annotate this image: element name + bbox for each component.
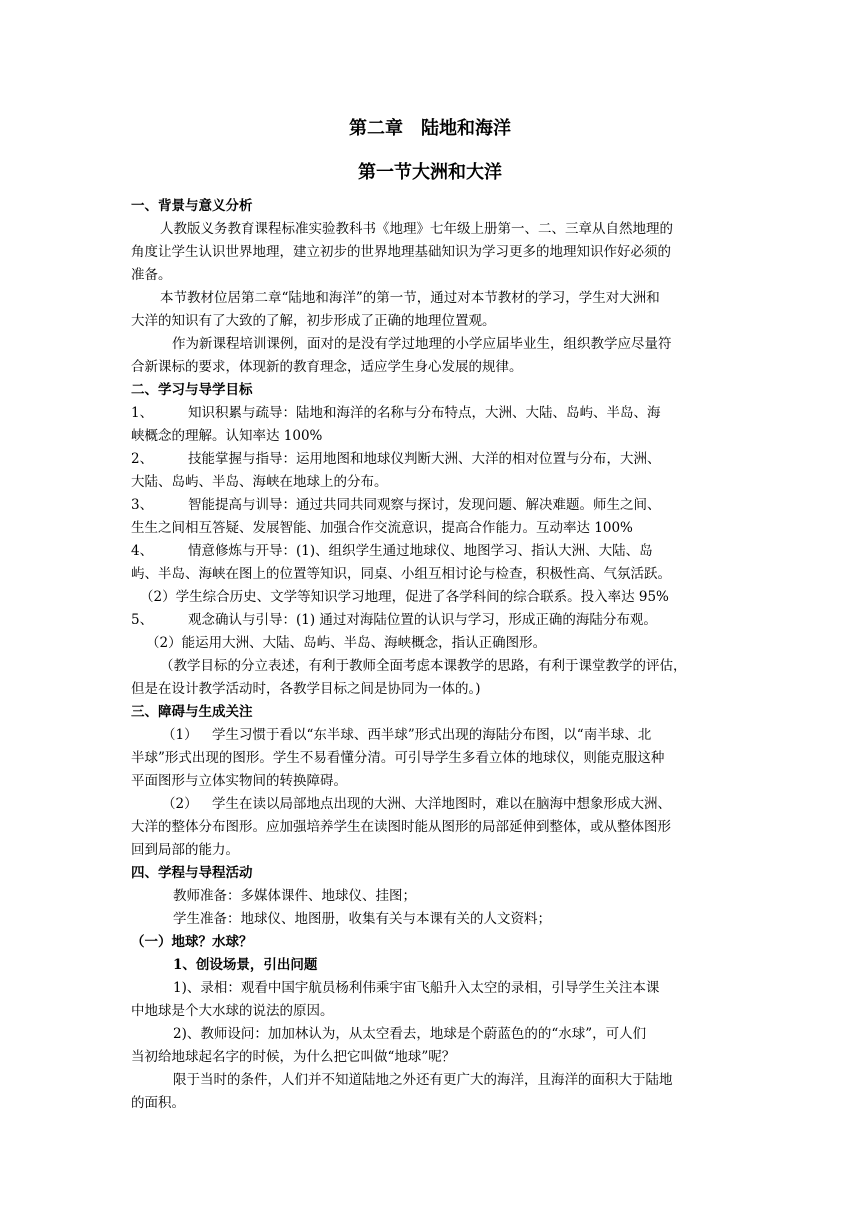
list-item-line: 技能掌握与指导：运用地图和地球仪判断大洲、大洋的相对位置与分布，大洲、 <box>188 451 661 467</box>
list-item-line: （2）能运用大洲、大陆、岛屿、半岛、海峡概念，指认正确图形。 <box>146 635 547 651</box>
paragraph-line: 作为新课程培训课例，面对的是没有学过地理的小学应届毕业生，组织教学应尽量符 <box>172 336 672 352</box>
section-heading-background: 一、背景与意义分析 <box>131 198 253 214</box>
list-number: 3、 <box>131 497 154 513</box>
paragraph-line: 学生习惯于看以“东半球、西半球”形式出现的海陆分布图，以“南半球、北 <box>212 727 652 743</box>
list-number: 1、 <box>131 405 154 421</box>
paragraph-line: 大洋的整体分布图形。应加强培养学生在读图时能从图形的局部延伸到整体，或从整体图形 <box>131 819 671 835</box>
paragraph-line: 角度让学生认识世界地理，建立初步的世界地理基础知识为学习更多的地理知识作好必须的 <box>131 244 671 260</box>
paragraph-line: 学生准备：地球仪、地图册，收集有关与本课有关的人文资料； <box>173 911 551 927</box>
paragraph-line: 回到局部的能力。 <box>131 842 239 858</box>
list-number: （1） <box>162 727 198 743</box>
list-item-line: 智能提高与训导：通过共同共同观察与探讨，发现问题、解决难题。师生之间、 <box>188 497 661 513</box>
list-item-line: 情意修炼与开导：(1)、组织学生通过地球仪、地图学习、指认大洲、大陆、岛 <box>188 543 653 559</box>
paragraph-line: 的面积。 <box>131 1095 185 1111</box>
paragraph-line: 大洋的知识有了大致的了解，初步形成了正确的地理位置观。 <box>131 313 496 329</box>
paragraph-line: 平面图形与立体实物间的转换障碍。 <box>131 773 347 789</box>
paragraph-line: 准备。 <box>131 267 172 283</box>
chapter-title: 第二章 陆地和海洋 <box>349 118 511 139</box>
list-item-line: 知识积累与疏导：陆地和海洋的名称与分布特点，大洲、大陆、岛屿、半岛、海 <box>188 405 661 421</box>
paragraph-line: 限于当时的条件，人们并不知道陆地之外还有更广大的海洋，且海洋的面积大于陆地 <box>173 1072 673 1088</box>
paragraph-line: 1)、录相：观看中国宇航员杨利伟乘宇宙飞船升入太空的录相，引导学生关注本课 <box>173 980 660 996</box>
list-number: 4、 <box>131 543 154 559</box>
paragraph-line: 本节教材位居第二章“陆地和海洋”的第一节，通过对本节教材的学习，学生对大洲和 <box>160 290 660 306</box>
paragraph-line: 中地球是个大水球的说法的原因。 <box>131 1003 334 1019</box>
list-item-line: 大陆、岛屿、半岛、海峡在地球上的分布。 <box>131 474 388 490</box>
paragraph-line: 半球”形式出现的图形。学生不易看懂分清。可引导学生多看立体的地球仪，则能克服这种 <box>131 750 665 766</box>
list-item-line: （2）学生综合历史、文学等知识学习地理，促进了各学科间的综合联系。投入率达 95% <box>140 589 669 605</box>
note-line: 但是在设计教学活动时，各教学目标之间是协同为一体的。) <box>131 681 481 697</box>
list-item-line: 屿、半岛、海峡在图上的位置等知识，同桌、小组互相讨论与检查，积极性高、气氛活跃。 <box>131 566 671 582</box>
paragraph-line: 合新课标的要求，体现新的教育理念，适应学生身心发展的规律。 <box>131 359 523 375</box>
section-title: 第一节大洲和大洋 <box>358 162 502 183</box>
section-heading-activities: 四、学程与导程活动 <box>131 865 253 881</box>
paragraph-line: 人教版义务教育课程标准实验教科书《地理》七年级上册第一、二、三章从自然地理的 <box>160 221 673 237</box>
list-item-line: 观念确认与引导：(1) 通过对海陆位置的认识与学习，形成正确的海陆分布观。 <box>188 612 657 628</box>
subsection-heading: 1、创设场景，引出问题 <box>173 957 318 973</box>
list-item-line: 峡概念的理解。认知率达 100% <box>131 428 323 444</box>
subsection-heading: （一）地球？水球？ <box>131 934 253 950</box>
paragraph-line: 当初给地球起名字的时候，为什么把它叫做“地球”呢？ <box>131 1049 456 1065</box>
list-number: （2） <box>162 796 198 812</box>
paragraph-line: 学生在读以局部地点出现的大洲、大洋地图时，难以在脑海中想象形成大洲、 <box>212 796 671 812</box>
paragraph-line: 2)、教师设问：加加林认为，从太空看去，地球是个蔚蓝色的的“水球”，可人们 <box>173 1026 647 1042</box>
list-number: 2、 <box>131 451 154 467</box>
paragraph-line: 教师准备：多媒体课件、地球仪、挂图； <box>173 888 416 904</box>
list-number: 5、 <box>131 612 154 628</box>
section-heading-goals: 二、学习与导学目标 <box>131 382 253 398</box>
note-line: （教学目标的分立表述，有利于教师全面考虑本课教学的思路，有利于课堂教学的评估， <box>160 658 687 674</box>
list-item-line: 生生之间相互答疑、发展智能、加强合作交流意识，提高合作能力。互动率达 100% <box>131 520 633 536</box>
section-heading-obstacles: 三、障碍与生成关注 <box>131 704 253 720</box>
